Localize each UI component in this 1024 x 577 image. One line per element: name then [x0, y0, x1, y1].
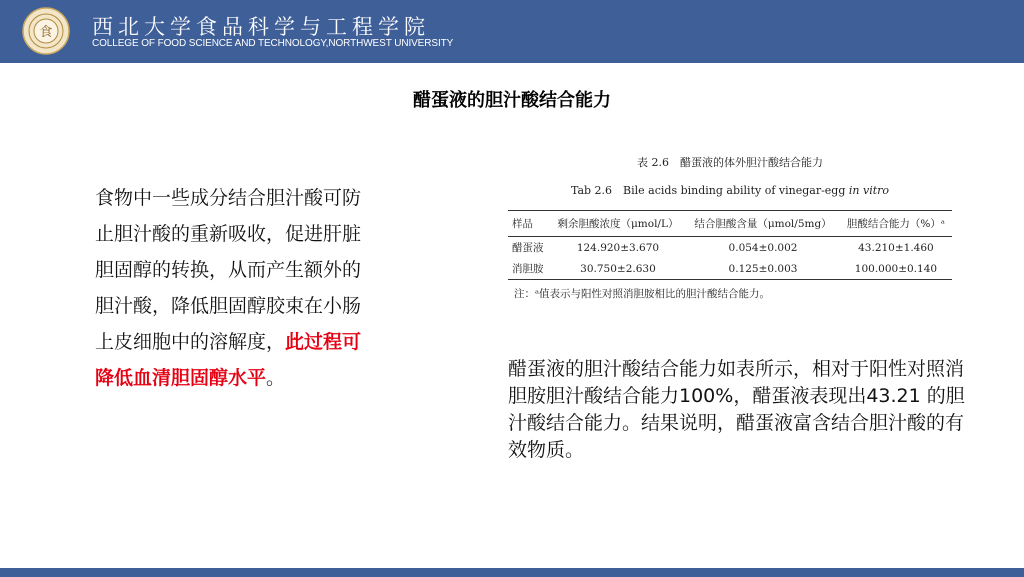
table-caption-en-prefix: Tab 2.6 Bile acids binding ability of vinegar-egg — [570, 184, 849, 197]
header-bar — [0, 0, 1024, 63]
table-cell: 30.750±2.630 — [550, 258, 686, 280]
table-cell: 醋蛋液 — [512, 242, 544, 254]
left-paragraph-end: 。 — [266, 367, 286, 389]
table-cell: 0.125±0.003 — [686, 258, 840, 280]
table-caption-en — [508, 182, 952, 198]
footer-bar — [0, 568, 1024, 577]
table-header-capacity: 胆酸结合能力（%）ᵃ — [840, 211, 952, 237]
right-paragraph: 醋蛋液的胆汁酸结合能力如表所示，相对于阳性对照消胆胺胆汁酸结合能力100%，醋蛋液表现出43.21 的胆汁酸结合能力。结果说明，醋蛋液富含结合胆汁酸的有效物质。 — [508, 358, 965, 461]
table-caption-en-italic: in vitro — [848, 184, 890, 197]
left-paragraph-highlight: 此过程可降低血清胆固醇水平 — [95, 331, 362, 389]
university-seal-logo — [22, 7, 70, 55]
bile-acid-table-figure — [508, 154, 952, 301]
left-paragraph — [95, 180, 375, 396]
table-cell: 43.210±1.460 — [858, 241, 934, 254]
left-paragraph-normal: 食物中一些成分结合胆汁酸可防止胆汁酸的重新吸收，促进肝脏胆固醇的转换，从而产生额外的胆汁酸，降低胆固醇胶束在小肠上皮细胞中的溶解度， — [95, 187, 362, 353]
table-cell: 消胆胺 — [508, 258, 550, 280]
table-header-row — [508, 211, 952, 237]
table-cell: 124.920±3.670 — [576, 241, 660, 254]
table-note: 注：ᵃ值表示与阳性对照消胆胺相比的胆汁酸结合能力。 — [514, 288, 771, 300]
table-cell: 100.000±0.140 — [840, 258, 952, 280]
logo-char: 食 — [39, 25, 53, 40]
table-header-sample: 样品 — [508, 211, 550, 237]
college-name-cn: 西北大学食品科学与工程学院 — [92, 15, 430, 39]
table-header-residual: 剩余胆酸浓度（μmol/L） — [550, 211, 686, 237]
college-name-en: COLLEGE OF FOOD SCIENCE AND TECHNOLOGY,NORTHWEST UNIVERSITY — [92, 38, 454, 49]
table-row — [508, 258, 952, 280]
table-header-bound: 结合胆酸含量（μmol/5mg） — [686, 211, 840, 237]
table-caption-cn: 表 2.6 醋蛋液的体外胆汁酸结合能力 — [637, 156, 823, 169]
slide-title: 醋蛋液的胆汁酸结合能力 — [413, 90, 611, 111]
bile-acid-table — [508, 210, 952, 280]
table-row — [508, 237, 952, 259]
table-cell: 0.054±0.002 — [728, 241, 798, 254]
